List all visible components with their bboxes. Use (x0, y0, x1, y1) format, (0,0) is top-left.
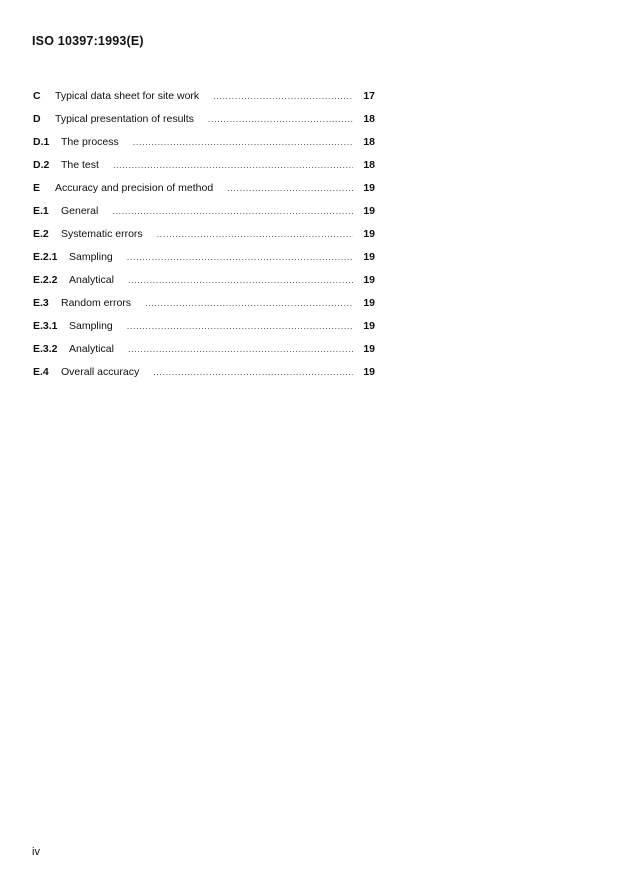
toc-entry-page: 19 (363, 251, 375, 263)
toc-entry-number: E.4 (33, 366, 49, 378)
page-number: iv (32, 846, 40, 858)
toc-leader-dots (205, 91, 353, 101)
toc-entry-number: E.2.2 (33, 274, 58, 286)
toc-entry-number: E.2 (33, 228, 49, 240)
toc-entry-number: E.3.2 (33, 343, 58, 355)
toc-entry-title: Analytical (69, 343, 114, 355)
toc-leader-dots (105, 160, 353, 170)
toc-leader-dots (104, 206, 353, 216)
toc-leader-dots (119, 252, 353, 262)
toc-entry-number: E.2.1 (33, 251, 58, 263)
toc-entry-title: Sampling (69, 320, 113, 332)
toc-entry-page: 19 (363, 297, 375, 309)
toc-entry-page: 18 (363, 159, 375, 171)
toc-entry-title: Systematic errors (61, 228, 143, 240)
toc-entry-page: 19 (363, 320, 375, 332)
toc-entry-e-3-1[interactable] (33, 320, 375, 343)
toc-entry-d-1[interactable] (33, 136, 375, 159)
document-header: ISO 10397:1993(E) (32, 34, 144, 48)
toc-entry-page: 18 (363, 113, 375, 125)
toc-entry-title: Typical presentation of results (55, 113, 194, 125)
toc-leader-dots (125, 137, 353, 147)
toc-entry-c[interactable] (33, 90, 375, 113)
toc-entry-page: 19 (363, 228, 375, 240)
toc-entry-page: 19 (363, 343, 375, 355)
toc-entry-page: 19 (363, 274, 375, 286)
toc-entry-page: 17 (363, 90, 375, 102)
toc-entry-e-4[interactable] (33, 366, 375, 389)
toc-entry-title: Accuracy and precision of method (55, 182, 214, 194)
toc-entry-d-2[interactable] (33, 159, 375, 182)
toc-entry-number: E.1 (33, 205, 49, 217)
toc-entry-number: E (33, 182, 41, 194)
toc-entry-e-2[interactable] (33, 228, 375, 251)
toc-entry-page: 19 (363, 205, 375, 217)
toc-entry-title: The test (61, 159, 99, 171)
toc-leader-dots (120, 275, 353, 285)
toc-entry-number: E.3 (33, 297, 49, 309)
toc-entry-title: Random errors (61, 297, 132, 309)
toc-entry-e-3-2[interactable] (33, 343, 375, 366)
toc-entry-number: E.3.1 (33, 320, 58, 332)
toc-leader-dots (219, 183, 353, 193)
toc-entry-title: General (61, 205, 99, 217)
toc-leader-dots (200, 114, 353, 124)
toc-leader-dots (149, 229, 353, 239)
toc-entry-title: Analytical (69, 274, 114, 286)
toc-entry-page: 19 (363, 366, 375, 378)
toc-entry-number: C (33, 90, 41, 102)
table-of-contents (33, 90, 375, 389)
toc-entry-page: 18 (363, 136, 375, 148)
toc-entry-title: Sampling (69, 251, 113, 263)
toc-entry-e[interactable] (33, 182, 375, 205)
toc-entry-page: 19 (363, 182, 375, 194)
toc-entry-title: Typical data sheet for site work (55, 90, 200, 102)
toc-leader-dots (145, 367, 353, 377)
toc-leader-dots (120, 344, 353, 354)
toc-entry-e-2-2[interactable] (33, 274, 375, 297)
toc-leader-dots (119, 321, 353, 331)
toc-entry-title: Overall accuracy (61, 366, 140, 378)
toc-entry-title: The process (61, 136, 119, 148)
toc-leader-dots (137, 298, 353, 308)
toc-entry-number: D (33, 113, 41, 125)
toc-entry-e-3[interactable] (33, 297, 375, 320)
toc-entry-e-2-1[interactable] (33, 251, 375, 274)
toc-entry-d[interactable] (33, 113, 375, 136)
toc-entry-number: D.2 (33, 159, 50, 171)
toc-entry-e-1[interactable] (33, 205, 375, 228)
toc-entry-number: D.1 (33, 136, 50, 148)
